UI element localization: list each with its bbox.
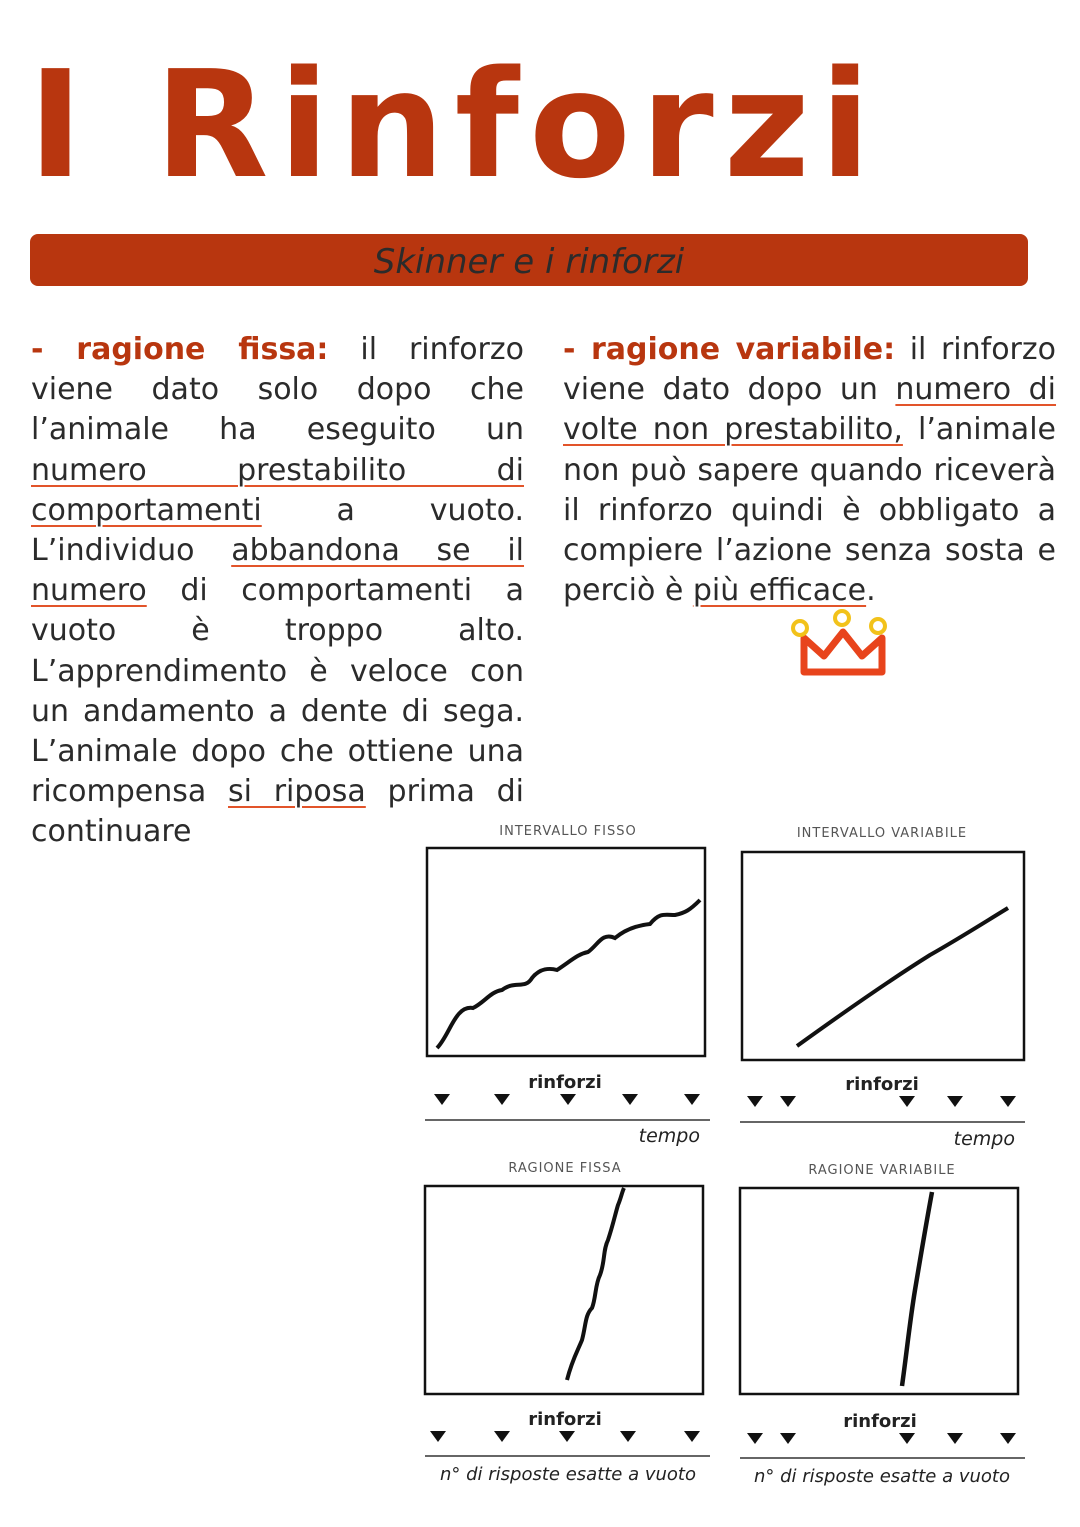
panel-intervallo-variabile (740, 826, 1025, 1150)
marker-label: rinforzi (528, 1072, 602, 1093)
axis-label: tempo (953, 1128, 1015, 1150)
marker-label: rinforzi (845, 1074, 919, 1095)
axis-label: tempo (638, 1125, 700, 1147)
text: di comportamenti a vuoto è troppo alto. L’apprendimento è veloce con un andamento a dente di sega. L’animale dopo che ottiene una ricompensa (31, 573, 524, 810)
panel-intervallo-fisso (425, 824, 710, 1147)
text: il rinforzo viene dato dopo un (563, 332, 1056, 408)
underlined-text: si riposa (228, 774, 366, 810)
underlined-text: più efficace (692, 573, 867, 609)
panel-ragione-fissa (425, 1161, 710, 1485)
underlined-text: numero di volte non prestabilito, (563, 372, 1057, 448)
axis-label: n° di risposte esatte a vuoto (439, 1464, 697, 1485)
subtitle-banner (30, 234, 1028, 286)
marker-label: rinforzi (843, 1411, 917, 1432)
term-ragione-fissa: - ragione fissa: (31, 332, 329, 367)
text: l’animale non può sapere quando riceverà il rinforzo quindi è obbligato a compiere l’azione senza sosta e perciò è (563, 412, 1056, 609)
text: . (866, 573, 876, 609)
underlined-text: numero prestabilito di comportamenti (31, 452, 524, 528)
paragraph-ragione-fissa (31, 330, 524, 853)
marker-label: rinforzi (528, 1409, 602, 1430)
panel-title: INTERVALLO FISSO (499, 824, 637, 839)
underlined-text: abbandona se il numero (31, 533, 525, 609)
panel-ragione-variabile (740, 1163, 1025, 1487)
text: prima di continuare (31, 774, 524, 850)
panel-title: RAGIONE VARIABILE (808, 1163, 956, 1178)
panel-title: INTERVALLO VARIABILE (796, 826, 968, 841)
page-title: I Rinforzi (28, 39, 881, 211)
paragraph-ragione-variabile (563, 330, 1056, 611)
axis-label: n° di risposte esatte a vuoto (753, 1466, 1011, 1487)
panel-title: RAGIONE FISSA (508, 1161, 622, 1176)
text: a vuoto. L’individuo (31, 492, 524, 569)
crown-icon (790, 608, 890, 680)
subtitle: Skinner e i rinforzi (373, 242, 685, 282)
reinforcement-schedules-figure (410, 820, 1050, 1500)
text: il rinforzo viene dato solo dopo che l’animale ha eseguito un (31, 332, 524, 448)
term-ragione-variabile: - ragione variabile: (563, 332, 896, 367)
